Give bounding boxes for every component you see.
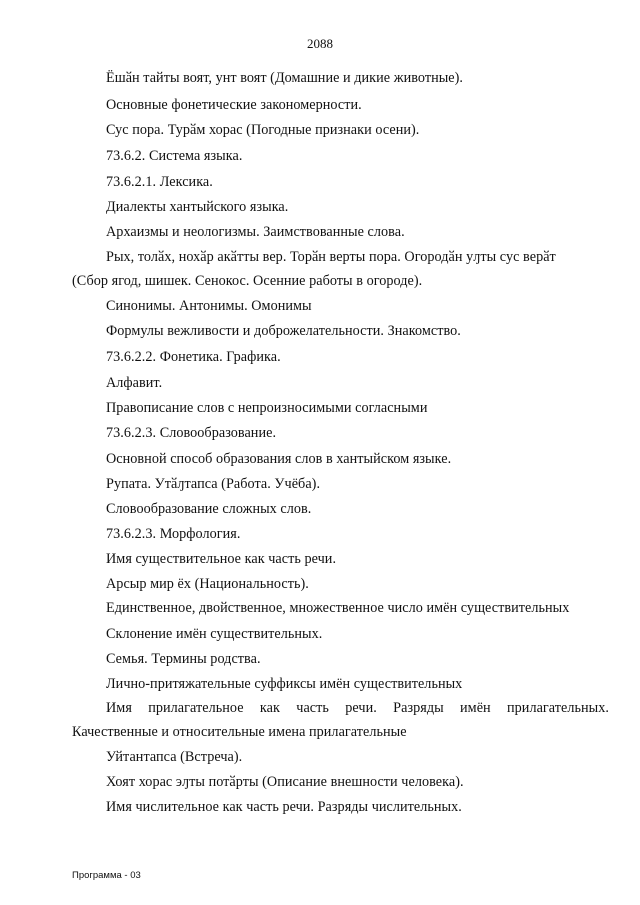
text-line: Диалекты хантыйского языка. xyxy=(106,199,289,215)
text-line: Ёшӑн тайты воят, унт воят (Домашние и дикие животные). xyxy=(106,70,464,86)
text-line: Синонимы. Антонимы. Омонимы xyxy=(106,298,312,314)
text-line: Арсыр мир ёх (Национальность). xyxy=(106,576,309,592)
text-line: Единственное, двойственное, множественное число имён существительных xyxy=(106,600,570,616)
text-line: Словообразование сложных слов. xyxy=(106,501,312,517)
text-line: Формулы вежливости и доброжелательности. Знакомство. xyxy=(106,323,461,339)
text-line-justified: Имя прилагательное как часть речи. Разряды имён прилагательных. xyxy=(106,700,609,716)
text-line: Хоят хорас эԓты потӑрты (Описание внешности человека). xyxy=(106,774,464,790)
footer-label: Программа - 03 xyxy=(72,870,141,881)
section-heading: 73.6.2.3. Словообразование. xyxy=(106,425,277,441)
text-line: Основной способ образования слов в хантыйском языке. xyxy=(106,451,452,467)
text-line: Имя числительное как часть речи. Разряды числительных. xyxy=(106,799,462,815)
text-line: Склонение имён существительных. xyxy=(106,626,323,642)
text-line: Основные фонетические закономерности. xyxy=(106,97,362,113)
text-line: Архаизмы и неологизмы. Заимствованные слова. xyxy=(106,224,405,240)
text-line: Сус пора. Турӑм хорас (Погодные признаки осени). xyxy=(106,122,420,138)
text-line: Алфавит. xyxy=(106,375,163,391)
section-heading: 73.6.2.2. Фонетика. Графика. xyxy=(106,349,281,365)
text-line: Рупата. Утӑԓтапса (Работа. Учёба). xyxy=(106,476,321,492)
text-line: Имя существительное как часть речи. xyxy=(106,551,337,567)
section-heading: 73.6.2.1. Лексика. xyxy=(106,174,213,190)
section-heading: 73.6.2. Система языка. xyxy=(106,148,243,164)
text-line: Лично-притяжательные суффиксы имён существительных xyxy=(106,676,463,692)
section-heading: 73.6.2.3. Морфология. xyxy=(106,526,241,542)
text-line: Качественные и относительные имена прилагательные xyxy=(72,724,407,740)
text-line: Уйтантапса (Встреча). xyxy=(106,749,243,765)
page-number: 2088 xyxy=(307,36,333,51)
text-line: Рых, толӑх, нохӑр акӑтты вер. Торӑн верты пора. Огородӑн уԓты сус верӑт xyxy=(106,249,556,265)
text-line: Семья. Термины родства. xyxy=(106,651,261,667)
text-line: Правописание слов с непроизносимыми согласными xyxy=(106,400,428,416)
text-line: (Сбор ягод, шишек. Сенокос. Осенние работы в огороде). xyxy=(72,273,423,289)
